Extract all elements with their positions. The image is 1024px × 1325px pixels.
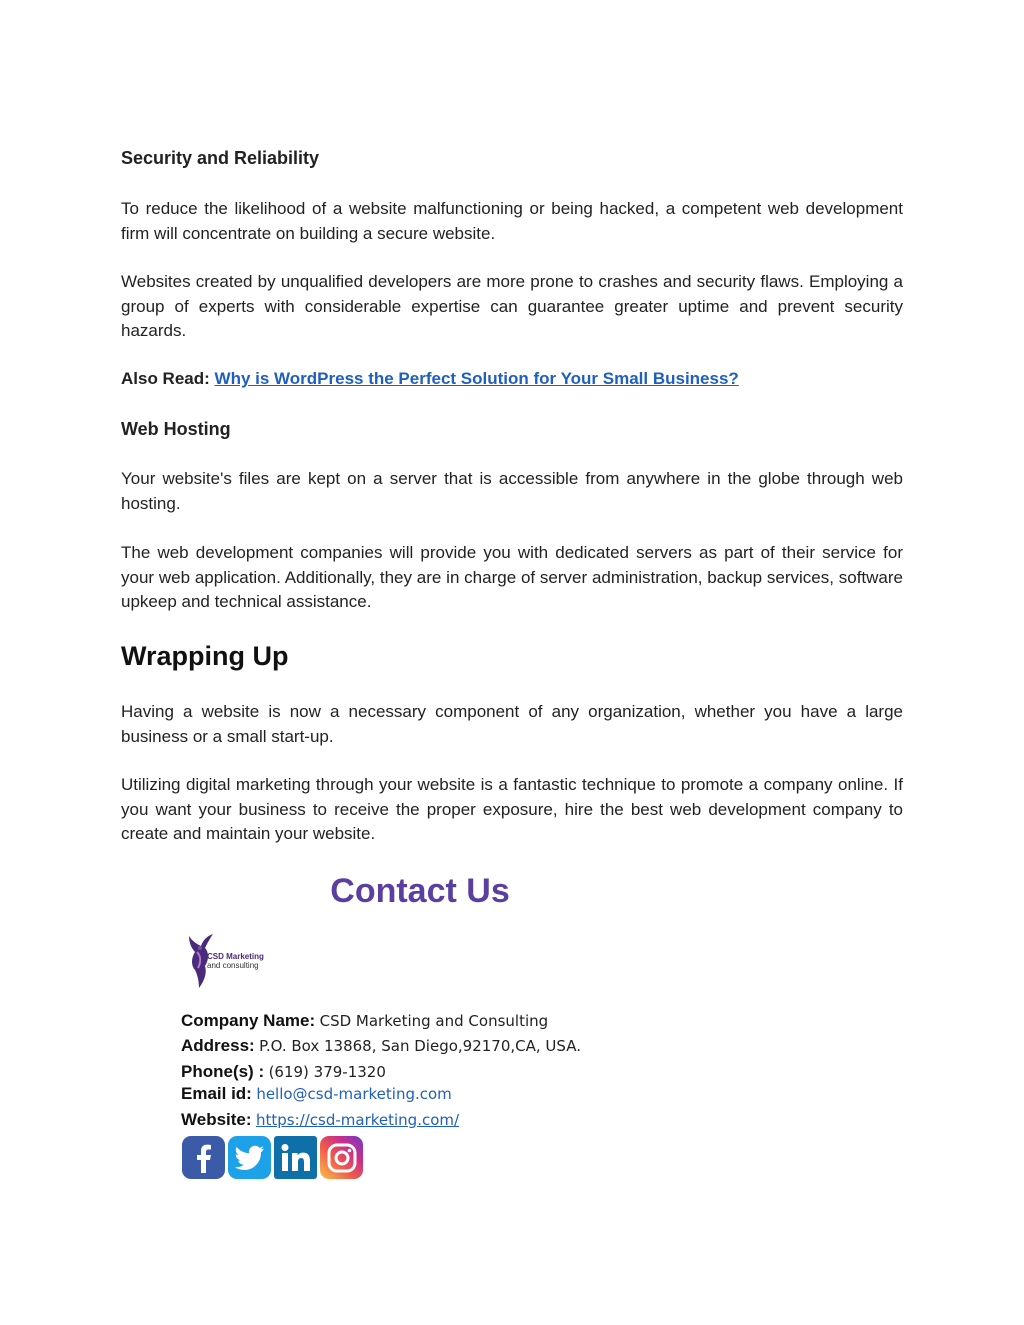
hosting-paragraph-1: Your website's files are kept on a server that is accessible from anywhere in the globe through web hosting. — [121, 469, 903, 513]
instagram-icon[interactable] — [320, 1136, 363, 1179]
security-paragraph-2: Websites created by unqualified developers are more prone to crashes and security flaws. Employing a group of experts with considerable expertise can guarantee greater uptime and prevent security hazards. — [121, 272, 903, 340]
website-line — [181, 1110, 459, 1130]
address-line — [181, 1036, 581, 1056]
social-links — [182, 1136, 363, 1179]
website-label: Website: — [181, 1110, 252, 1129]
phone-value: (619) 379-1320 — [268, 1063, 386, 1081]
logo-text — [207, 952, 264, 970]
also-read-link[interactable]: Why is WordPress the Perfect Solution for Your Small Business? — [214, 369, 739, 388]
company-line — [181, 1011, 548, 1031]
linkedin-icon[interactable] — [274, 1136, 317, 1179]
facebook-icon[interactable] — [182, 1136, 225, 1179]
address-value: P.O. Box 13868, San Diego,92170,CA, USA. — [259, 1037, 581, 1055]
phone-label: Phone(s) : — [181, 1062, 265, 1081]
email-link[interactable]: hello@csd-marketing.com — [256, 1085, 452, 1103]
contact-title: Contact Us — [330, 872, 510, 910]
security-heading: Security and Reliability — [121, 148, 320, 168]
logo-sub: and consulting — [207, 961, 259, 970]
logo-brand: CSD Marketing — [207, 952, 264, 961]
email-label: Email id: — [181, 1084, 252, 1103]
address-label: Address: — [181, 1036, 255, 1055]
security-paragraph-1: To reduce the likelihood of a website malfunctioning or being hacked, a competent web development firm will concentrate on building a secure website. — [121, 199, 903, 243]
company-logo — [183, 932, 265, 990]
phone-line — [181, 1062, 386, 1082]
email-line — [181, 1084, 452, 1104]
also-read-label: Also Read: — [121, 369, 210, 388]
hosting-paragraph-2: The web development companies will provide you with dedicated servers as part of their service for your web application. Additionally, they are in charge of server administration, backup services, software upkeep and technical assistance. — [121, 543, 903, 611]
wrapping-heading: Wrapping Up — [121, 641, 289, 671]
twitter-icon[interactable] — [228, 1136, 271, 1179]
wrapping-paragraph-2: Utilizing digital marketing through your website is a fantastic technique to promote a company online. If you want your business to receive the proper exposure, hire the best web development company to create and maintain your website. — [121, 775, 903, 843]
company-value: CSD Marketing and Consulting — [319, 1012, 549, 1030]
also-read — [121, 369, 739, 389]
website-link[interactable]: https://csd-marketing.com/ — [256, 1111, 460, 1129]
wrapping-paragraph-1: Having a website is now a necessary component of any organization, whether you have a large business or a small start-up. — [121, 702, 903, 746]
hosting-heading: Web Hosting — [121, 419, 231, 439]
company-label: Company Name: — [181, 1011, 316, 1030]
